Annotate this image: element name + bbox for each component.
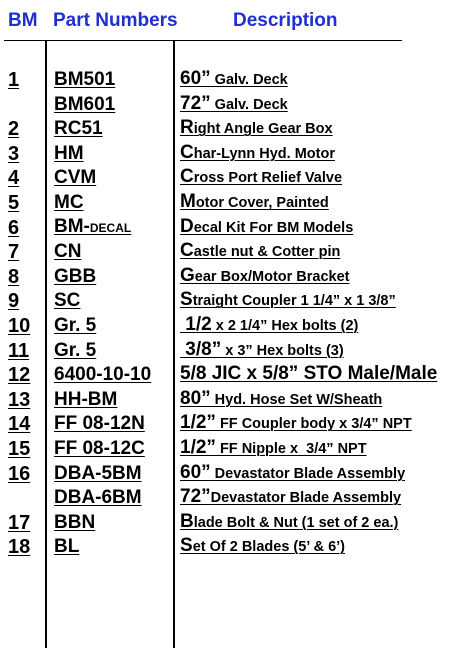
description-lead: G (180, 264, 195, 286)
description-lead: S (180, 535, 193, 557)
bm-number: 12 (8, 364, 31, 387)
list-item (0, 93, 468, 117)
part-description (180, 512, 398, 533)
description-lead: 1/2” (180, 412, 216, 434)
part-number (54, 488, 142, 508)
bm-number: 18 (8, 536, 31, 559)
part-number-text: GBB (54, 265, 97, 287)
part-description (180, 340, 344, 361)
part-description (180, 487, 401, 508)
bm-number: 8 (8, 265, 20, 288)
description-rest: astle nut & Cotter pin (193, 244, 341, 261)
part-number (54, 119, 103, 139)
column-header-description: Description (233, 10, 338, 31)
bm-number: 9 (8, 290, 20, 313)
description-lead: R (180, 117, 194, 139)
bm-number: 17 (8, 511, 31, 534)
description-rest: Galv. Deck (210, 72, 288, 88)
list-item (0, 363, 468, 387)
part-description (180, 290, 396, 311)
description-rest: x 3” Hex bolts (3) (221, 342, 344, 359)
description-lead: 3/8” (180, 338, 222, 360)
part-number (54, 95, 115, 115)
description-lead: B (180, 510, 194, 532)
part-number (54, 464, 142, 484)
part-description (180, 94, 288, 115)
bm-number: 5 (8, 192, 20, 214)
bm-number: 15 (8, 438, 31, 460)
part-number (54, 242, 81, 262)
part-number-text: HM (54, 142, 84, 164)
list-item (0, 535, 468, 559)
part-number-text: BM601 (54, 93, 116, 115)
list-item (0, 240, 468, 264)
part-number-suffix: DECAL (89, 220, 132, 235)
part-number (54, 365, 151, 385)
part-description (180, 69, 288, 90)
list-item (0, 511, 468, 535)
list-item (0, 388, 468, 412)
part-number (54, 193, 84, 213)
part-description (180, 364, 437, 385)
list-item (0, 486, 468, 510)
part-number-text: BM501 (54, 69, 116, 90)
part-description (180, 389, 382, 410)
part-number (54, 537, 79, 557)
part-number-text: Gr. 5 (54, 339, 97, 361)
description-rest: FF Nipple x 3/4” NPT (215, 441, 367, 457)
list-item (0, 166, 468, 190)
header-rule (4, 40, 402, 41)
description-rest: ecal Kit For BM Models (193, 219, 354, 236)
bm-number: 14 (8, 413, 31, 436)
description-lead: 1/2” (180, 437, 216, 458)
list-item (0, 265, 468, 289)
column-header-bm: BM (8, 10, 38, 31)
description-rest: ross Port Relief Valve (193, 170, 343, 187)
description-rest: x 2 1/4” Hex bolts (2) (211, 318, 359, 334)
list-item (0, 142, 468, 166)
description-lead: 72” (180, 486, 211, 508)
part-number-text: RC51 (54, 118, 103, 140)
part-number-text: FF 08-12C (54, 438, 145, 459)
description-rest: traight Coupler 1 1/4” x 1 3/8” (192, 293, 396, 310)
bm-number: 6 (8, 216, 20, 239)
part-number-text: DBA-6BM (54, 487, 142, 509)
part-number-text: HH-BM (54, 388, 118, 410)
part-description (180, 266, 350, 287)
part-description (180, 167, 342, 188)
description-rest: Galv. Deck (210, 96, 288, 113)
description-rest: ight Angle Gear Box (193, 121, 333, 138)
part-number-text: CN (54, 241, 82, 263)
description-rest: har-Lynn Hyd. Motor (193, 145, 335, 162)
part-number-text: DBA-5BM (54, 462, 142, 484)
bm-number: 4 (8, 167, 20, 190)
part-number (54, 513, 95, 533)
list-item (0, 462, 468, 486)
bm-number: 3 (8, 142, 20, 165)
part-number-text: BL (54, 536, 80, 558)
description-rest: ear Box/Motor Bracket (194, 268, 350, 285)
part-number (54, 217, 131, 238)
bm-number: 13 (8, 388, 31, 411)
bm-number: 1 (8, 69, 20, 91)
part-description (180, 536, 345, 557)
part-description (180, 192, 329, 213)
list-item (0, 289, 468, 313)
column-header-part-numbers: Part Numbers (53, 10, 178, 31)
bm-number: 16 (8, 462, 31, 485)
description-lead: 5/8 JIC x 5/8” STO Male/Male (180, 363, 438, 385)
description-lead: M (180, 191, 196, 212)
description-lead: D (180, 215, 194, 237)
list-item (0, 339, 468, 363)
list-item (0, 216, 468, 240)
description-lead: 60” (180, 461, 211, 483)
description-rest: FF Coupler body x 3/4” NPT (215, 416, 412, 433)
part-number-text: FF 08-12N (54, 413, 145, 435)
part-number-text: CVM (54, 167, 97, 189)
part-number-text: BM- (54, 215, 90, 237)
list-item (0, 191, 468, 215)
list-item (0, 314, 468, 338)
part-number (54, 70, 115, 90)
part-description (180, 217, 353, 238)
bm-number: 2 (8, 118, 20, 141)
part-number (54, 267, 96, 287)
description-lead: C (180, 166, 194, 188)
part-number-text: BBN (54, 511, 96, 533)
part-number-text: Gr. 5 (54, 315, 97, 336)
description-rest: Hyd. Hose Set W/Sheath (210, 391, 383, 408)
bm-number: 7 (8, 241, 20, 264)
part-number (54, 439, 145, 459)
description-lead: C (180, 240, 194, 262)
part-number (54, 390, 117, 410)
description-rest: otor Cover, Painted (195, 195, 329, 211)
bm-number: 11 (8, 339, 30, 362)
list-item (0, 437, 468, 461)
list-item (0, 117, 468, 141)
description-rest: Devastator Blade Assembly (210, 490, 402, 507)
list-item (0, 412, 468, 436)
part-description (180, 118, 333, 139)
description-rest: lade Bolt & Nut (1 set of 2 ea.) (193, 514, 399, 531)
description-lead: 72” (180, 92, 211, 114)
part-number-text: MC (54, 192, 84, 213)
part-number (54, 316, 96, 336)
description-rest: et Of 2 Blades (5’ & 6’) (192, 539, 345, 556)
description-lead: 1/2 (180, 314, 212, 335)
part-number-text: SC (54, 290, 81, 312)
description-lead: S (180, 289, 193, 311)
part-number (54, 144, 84, 164)
part-description (180, 438, 367, 459)
part-number (54, 291, 80, 311)
part-description (180, 241, 340, 262)
part-description (180, 315, 358, 336)
part-number (54, 168, 96, 188)
description-lead: 80” (180, 387, 211, 409)
part-description (180, 143, 335, 164)
list-item (0, 68, 468, 92)
part-number-text: 6400-10-10 (54, 364, 152, 386)
part-number (54, 414, 145, 434)
description-lead: C (180, 141, 194, 163)
part-number (54, 341, 96, 361)
bm-number: 10 (8, 315, 31, 337)
description-rest: Devastator Blade Assembly (210, 465, 406, 482)
part-description (180, 413, 412, 434)
description-lead: 60” (180, 68, 211, 89)
part-description (180, 463, 405, 484)
